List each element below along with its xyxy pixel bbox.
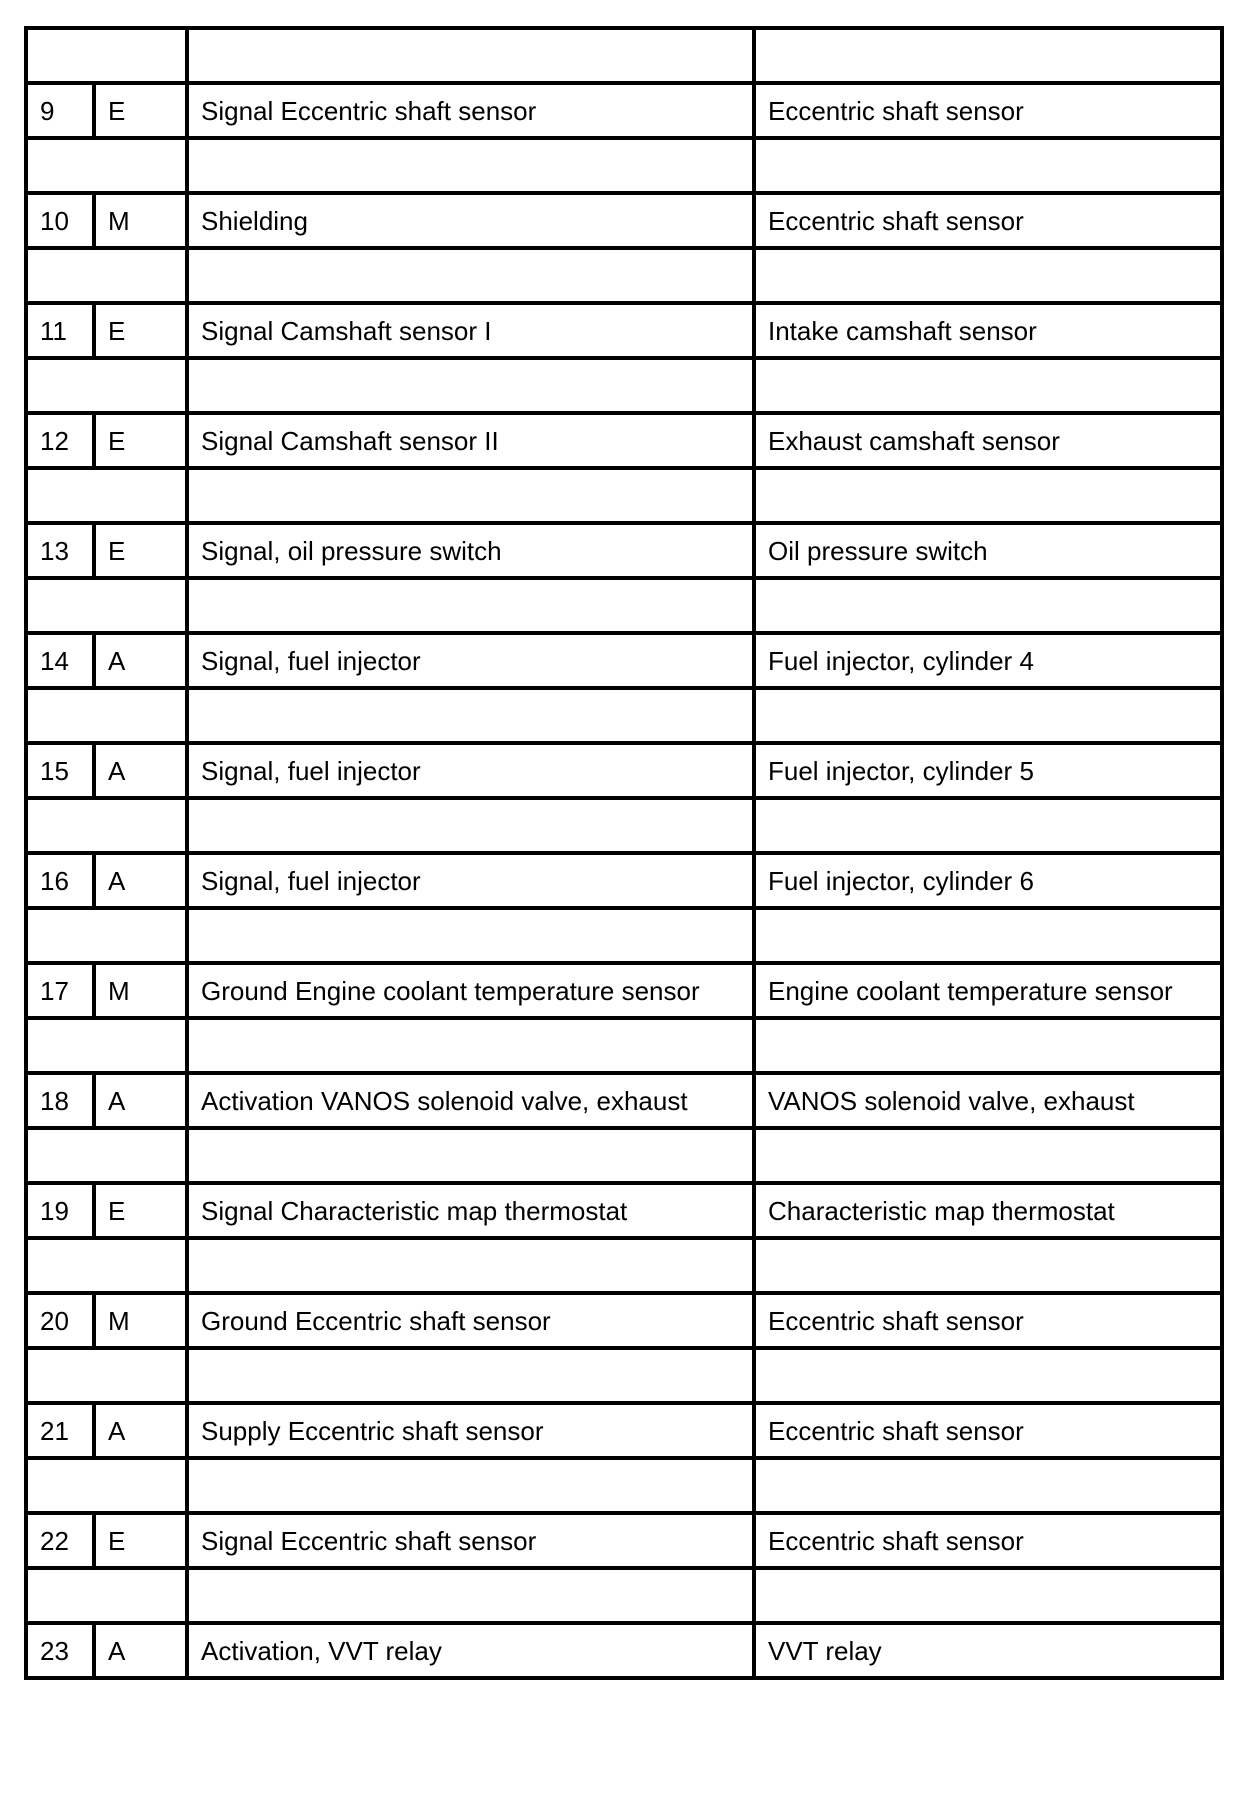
table-row <box>26 193 1222 248</box>
spacer-cell <box>26 1568 187 1623</box>
signal-description: Shielding <box>187 193 754 248</box>
pin-type: A <box>94 743 187 798</box>
spacer-cell <box>754 1458 1222 1513</box>
spacer-cell <box>26 1458 187 1513</box>
table-row <box>26 1293 1222 1348</box>
spacer-cell <box>26 1348 187 1403</box>
pin-number: 14 <box>26 633 94 688</box>
pin-type: A <box>94 633 187 688</box>
spacer-row <box>26 138 1222 193</box>
spacer-cell <box>754 1568 1222 1623</box>
signal-description: Activation VANOS solenoid valve, exhaust <box>187 1073 754 1128</box>
pin-type: M <box>94 193 187 248</box>
spacer-cell <box>187 28 754 83</box>
spacer-cell <box>754 798 1222 853</box>
component-name: Fuel injector, cylinder 6 <box>754 853 1222 908</box>
spacer-row <box>26 1568 1222 1623</box>
signal-description: Ground Engine coolant temperature sensor <box>187 963 754 1018</box>
signal-description: Signal, fuel injector <box>187 743 754 798</box>
table-row <box>26 303 1222 358</box>
pin-type: E <box>94 303 187 358</box>
spacer-cell <box>187 1458 754 1513</box>
pin-number: 9 <box>26 83 94 138</box>
table-row <box>26 963 1222 1018</box>
spacer-cell <box>754 248 1222 303</box>
table-row <box>26 523 1222 578</box>
table-row <box>26 633 1222 688</box>
spacer-row <box>26 1348 1222 1403</box>
spacer-cell <box>754 1238 1222 1293</box>
pin-type: M <box>94 963 187 1018</box>
spacer-cell <box>26 1238 187 1293</box>
spacer-cell <box>187 1018 754 1073</box>
signal-description: Activation, VVT relay <box>187 1623 754 1678</box>
spacer-cell <box>187 1238 754 1293</box>
pin-type: A <box>94 1623 187 1678</box>
spacer-cell <box>26 1018 187 1073</box>
pin-type: E <box>94 1183 187 1238</box>
signal-description: Signal Camshaft sensor II <box>187 413 754 468</box>
spacer-cell <box>187 1128 754 1183</box>
pin-type: A <box>94 1073 187 1128</box>
spacer-cell <box>754 358 1222 413</box>
spacer-row <box>26 468 1222 523</box>
signal-description: Signal, oil pressure switch <box>187 523 754 578</box>
component-name: Eccentric shaft sensor <box>754 1293 1222 1348</box>
component-name: Fuel injector, cylinder 4 <box>754 633 1222 688</box>
component-name: VVT relay <box>754 1623 1222 1678</box>
component-name: Eccentric shaft sensor <box>754 1403 1222 1458</box>
spacer-cell <box>754 1128 1222 1183</box>
pin-number: 13 <box>26 523 94 578</box>
signal-description: Signal Camshaft sensor I <box>187 303 754 358</box>
spacer-row <box>26 1238 1222 1293</box>
component-name: Eccentric shaft sensor <box>754 193 1222 248</box>
pin-number: 23 <box>26 1623 94 1678</box>
pin-type: A <box>94 853 187 908</box>
spacer-cell <box>26 688 187 743</box>
component-name: Engine coolant temperature sensor <box>754 963 1222 1018</box>
signal-description: Signal Characteristic map thermostat <box>187 1183 754 1238</box>
pin-number: 21 <box>26 1403 94 1458</box>
signal-description: Signal Eccentric shaft sensor <box>187 83 754 138</box>
spacer-row <box>26 1458 1222 1513</box>
spacer-cell <box>754 28 1222 83</box>
table-row <box>26 1623 1222 1678</box>
spacer-cell <box>26 798 187 853</box>
pin-number: 15 <box>26 743 94 798</box>
spacer-cell <box>26 578 187 633</box>
spacer-row <box>26 798 1222 853</box>
spacer-cell <box>754 1348 1222 1403</box>
spacer-cell <box>187 908 754 963</box>
pin-type: A <box>94 1403 187 1458</box>
pin-number: 12 <box>26 413 94 468</box>
spacer-cell <box>187 468 754 523</box>
pin-assignment-table <box>24 26 1224 1680</box>
spacer-row <box>26 248 1222 303</box>
component-name: Eccentric shaft sensor <box>754 1513 1222 1568</box>
pin-number: 19 <box>26 1183 94 1238</box>
pin-type: E <box>94 523 187 578</box>
table-row <box>26 413 1222 468</box>
spacer-cell <box>187 1348 754 1403</box>
component-name: Exhaust camshaft sensor <box>754 413 1222 468</box>
pin-number: 10 <box>26 193 94 248</box>
spacer-cell <box>26 1128 187 1183</box>
spacer-row <box>26 1018 1222 1073</box>
pin-number: 18 <box>26 1073 94 1128</box>
spacer-row <box>26 578 1222 633</box>
spacer-row <box>26 688 1222 743</box>
component-name: Characteristic map thermostat <box>754 1183 1222 1238</box>
pin-number: 22 <box>26 1513 94 1568</box>
pin-number: 17 <box>26 963 94 1018</box>
signal-description: Signal, fuel injector <box>187 633 754 688</box>
spacer-cell <box>754 908 1222 963</box>
table-row <box>26 83 1222 138</box>
table-row <box>26 1183 1222 1238</box>
spacer-cell <box>187 1568 754 1623</box>
spacer-cell <box>26 248 187 303</box>
pin-type: E <box>94 413 187 468</box>
spacer-row <box>26 358 1222 413</box>
component-name: Eccentric shaft sensor <box>754 83 1222 138</box>
component-name: Fuel injector, cylinder 5 <box>754 743 1222 798</box>
component-name: Oil pressure switch <box>754 523 1222 578</box>
spacer-cell <box>754 688 1222 743</box>
component-name: VANOS solenoid valve, exhaust <box>754 1073 1222 1128</box>
spacer-row <box>26 908 1222 963</box>
spacer-cell <box>754 1018 1222 1073</box>
spacer-cell <box>26 28 187 83</box>
spacer-cell <box>754 138 1222 193</box>
component-name: Intake camshaft sensor <box>754 303 1222 358</box>
pin-table-body <box>26 28 1222 1678</box>
table-row <box>26 1073 1222 1128</box>
spacer-cell <box>187 138 754 193</box>
spacer-cell <box>26 468 187 523</box>
pin-number: 20 <box>26 1293 94 1348</box>
spacer-row <box>26 28 1222 83</box>
spacer-cell <box>187 358 754 413</box>
spacer-cell <box>754 468 1222 523</box>
table-row <box>26 1403 1222 1458</box>
spacer-cell <box>26 358 187 413</box>
pin-type: E <box>94 1513 187 1568</box>
signal-description: Supply Eccentric shaft sensor <box>187 1403 754 1458</box>
spacer-cell <box>187 688 754 743</box>
table-row <box>26 1513 1222 1568</box>
pin-type: E <box>94 83 187 138</box>
spacer-cell <box>187 578 754 633</box>
spacer-cell <box>754 578 1222 633</box>
spacer-cell <box>26 908 187 963</box>
spacer-row <box>26 1128 1222 1183</box>
pin-number: 16 <box>26 853 94 908</box>
spacer-cell <box>187 248 754 303</box>
table-row <box>26 743 1222 798</box>
pin-type: M <box>94 1293 187 1348</box>
signal-description: Signal Eccentric shaft sensor <box>187 1513 754 1568</box>
spacer-cell <box>26 138 187 193</box>
signal-description: Signal, fuel injector <box>187 853 754 908</box>
signal-description: Ground Eccentric shaft sensor <box>187 1293 754 1348</box>
table-row <box>26 853 1222 908</box>
pin-number: 11 <box>26 303 94 358</box>
spacer-cell <box>187 798 754 853</box>
